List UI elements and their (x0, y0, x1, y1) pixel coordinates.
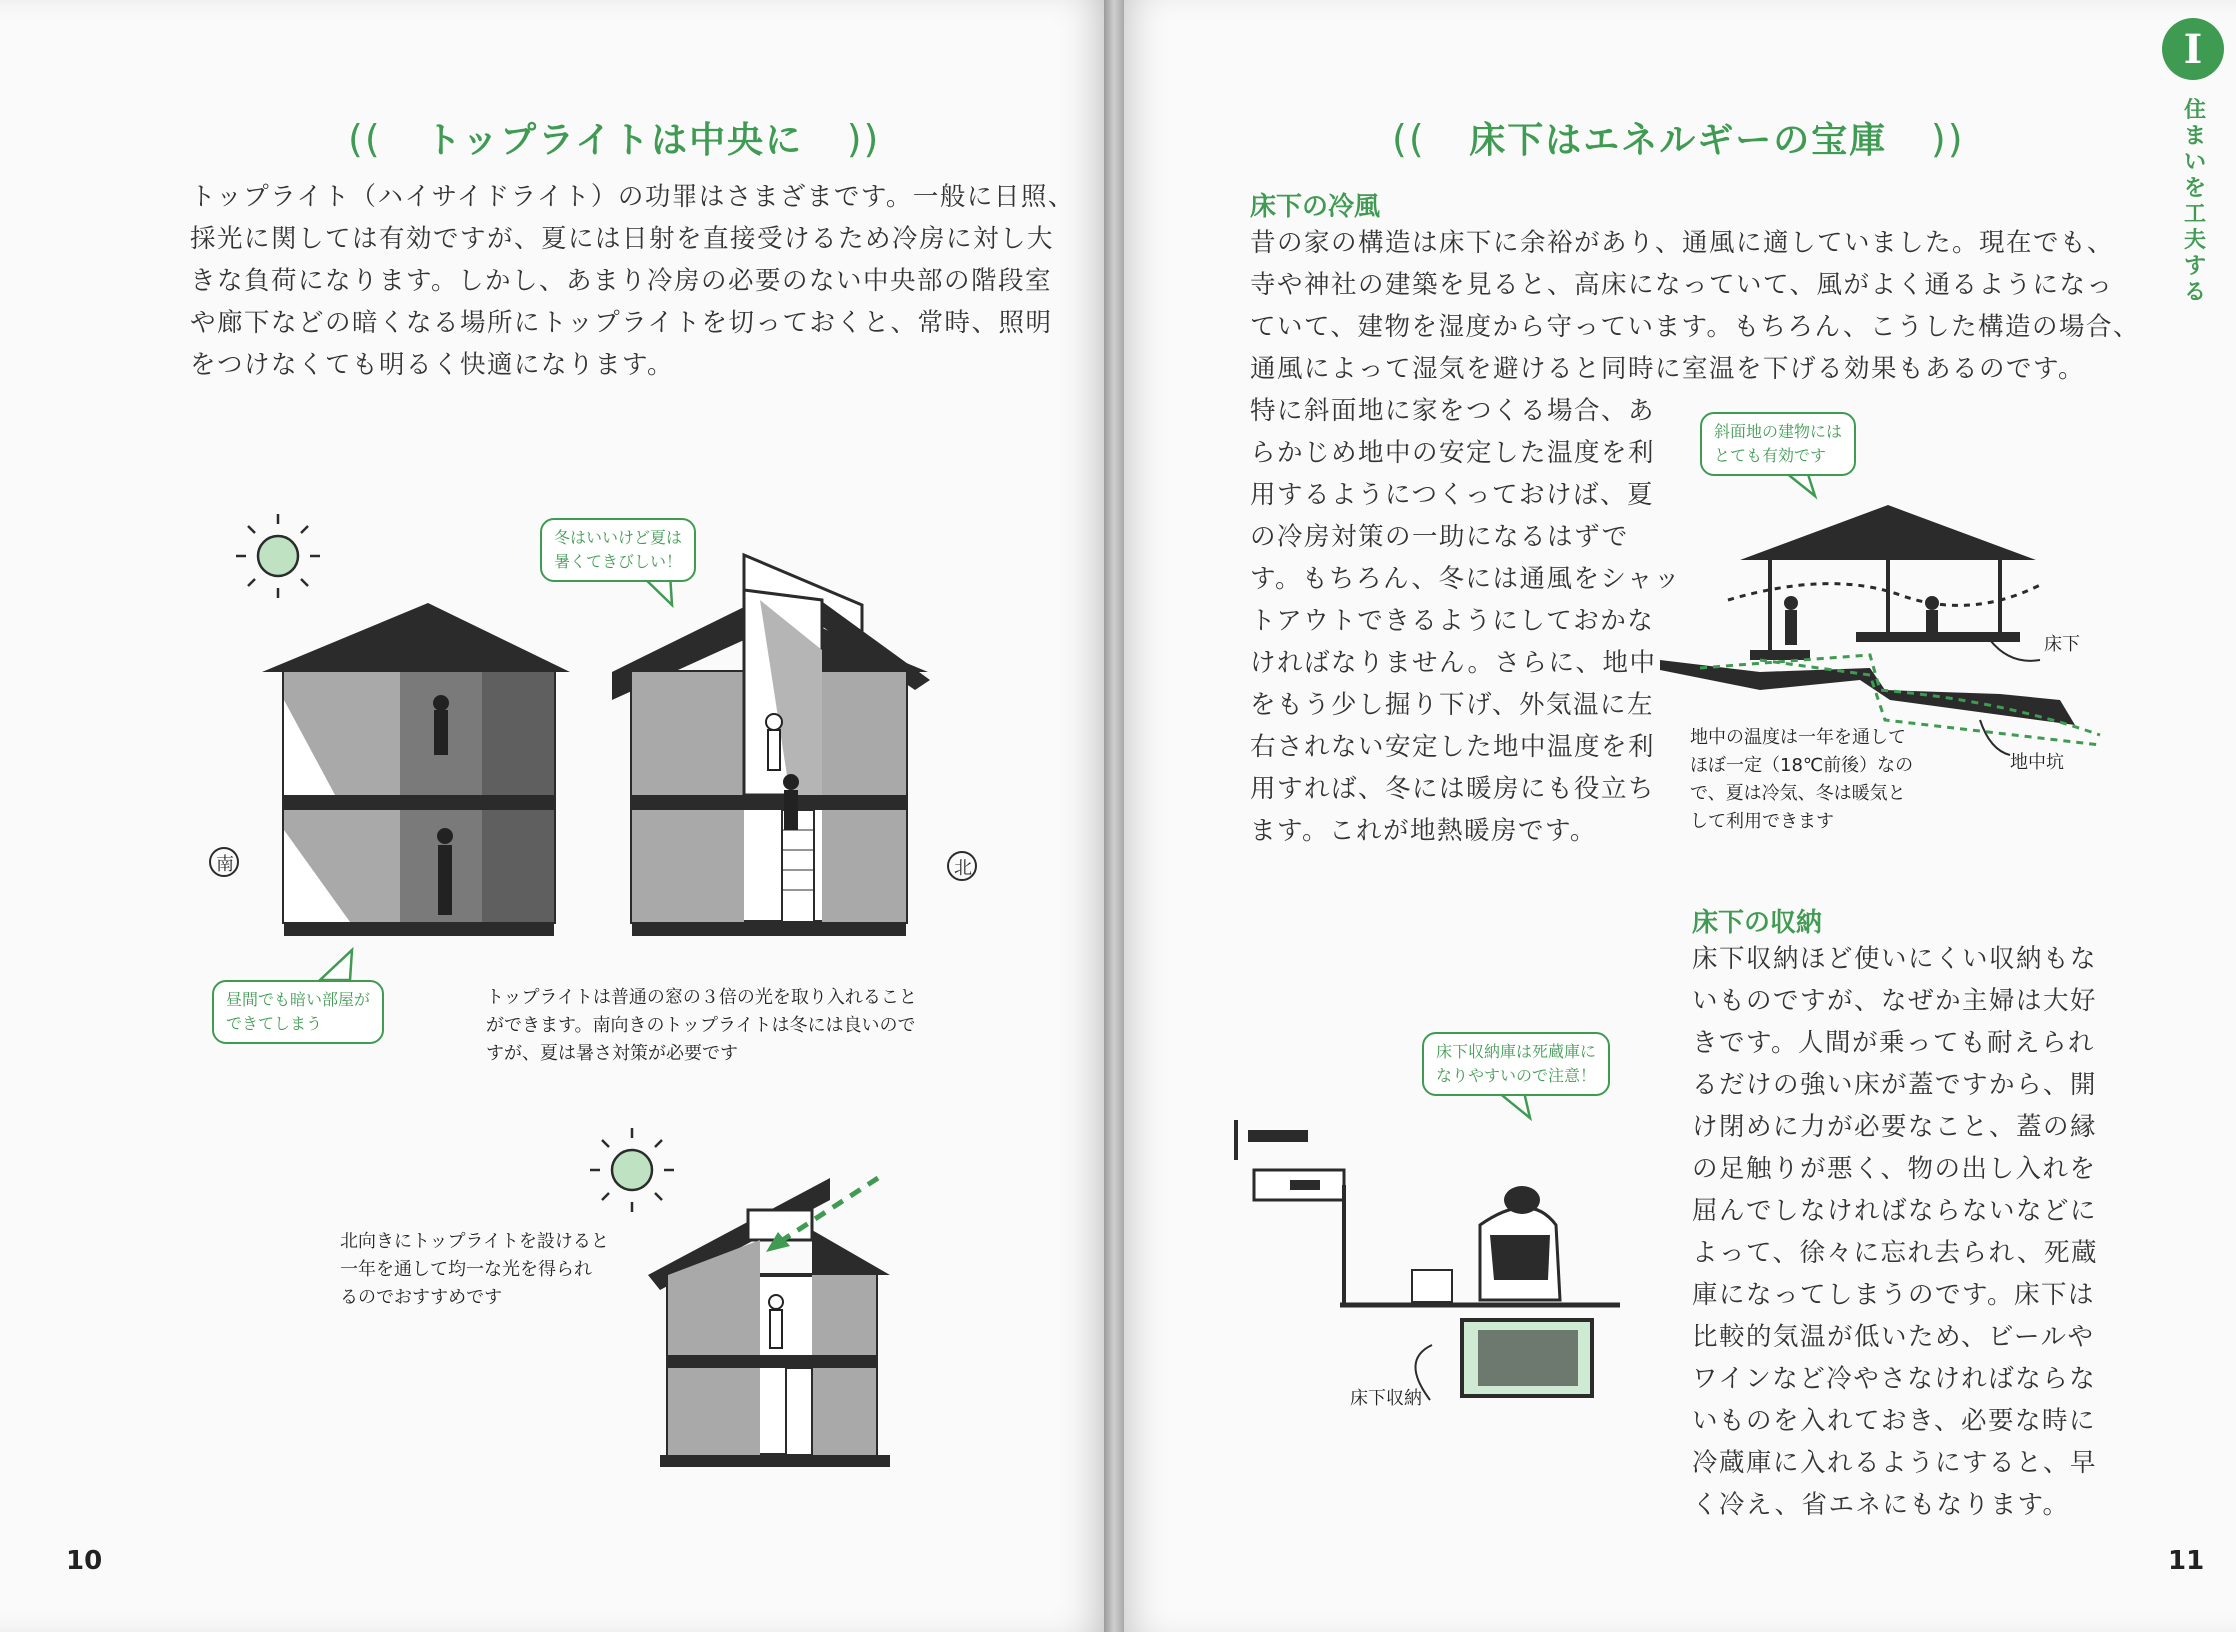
slope-house-drawing (1660, 505, 2100, 755)
section1-paragraph: 昔の家の構造は床下に余裕があり、通風に適していました。現在でも、 寺や神社の建築を見ると、高床になっていて、風がよく通るようになっ ていて、建物を湿度から守っています。もちろん、こうした構造の場合、 通風によって湿気を避けると同時に室温を下げる効果もあるのです。 (1250, 228, 2140, 384)
section2-paragraph: 床下収納ほど使いにくい収納もな いものですが、なぜか主婦は大好 きです。人間が乗っても耐えられ るだけの強い床が蓋ですから、開 け閉めに力が必要なこと、蓋の縁 の足触りが悪く、物の出し入れを 屈んでしなければならないなどに よって、徐々に忘れ去られ、死蔵 庫になってしまうのです。床下は 比較的気温が低いため、ビールや ワインなど冷やさなければならな いものを入れておき、必要な時に 冷蔵庫に入れるようにすると、早 く冷え、省エネにもなります。 (1692, 944, 2099, 1520)
section1-narrow-paragraph: 特に斜面地に家をつくる場合、あ らかじめ地中の安定した温度を利 用するようにつくっておけば、夏 の冷房対策の一助になるはずで す。もちろん、冬には通風をシャッ トアウトできるようにしておかな ければなりません。さらに、地中 をもう少し掘り下げ、外気温に左 右されない安定した地中温度を利 用すれば、冬には暖房にも役立ち ます。これが地熱暖房です。 (1250, 396, 1681, 846)
left-paragraph: トップライト（ハイサイドライト）の功罪はさまざまです。一般に日照、 採光に関しては有効ですが、夏には日射を直接受けるため冷房に対し大 きな負荷になります。しかし、あまり冷房の必要のない中央部の階段室 や廊下などの暗くなる場所にトップライトを切っておくと、常時、照明 をつけなくても明るく快適になります。 (190, 182, 1075, 380)
label-floor-storage: 床下収納 (1350, 1388, 1422, 1409)
label-underfloor: 床下 (2044, 634, 2080, 655)
floor-storage-drawing (1236, 1120, 1620, 1400)
speech-bubble-slope: 斜面地の建物には とても有効です (1700, 412, 1856, 476)
section-heading-storage: 床下の収納 (1692, 908, 1823, 938)
section-heading-cool-air: 床下の冷風 (1250, 192, 1381, 222)
page-number-left: 10 (66, 1546, 103, 1576)
caption-north-toplight: 北向きにトップライトを設けると 一年を通して均一な光を得られ るのでおすすめです (340, 1231, 609, 1308)
chapter-tab: I (2162, 18, 2224, 80)
speech-bubble-summer: 冬はいいけど夏は 暑くてきびしい！ (540, 518, 696, 582)
speech-bubble-storage: 床下収納庫は死蔵庫に なりやすいので注意！ (1422, 1032, 1610, 1096)
caption-south-toplight: トップライトは普通の窓の３倍の光を取り入れること ができます。南向きのトップライトは冬には良いので すが、夏は暑さ対策が必要です (486, 987, 917, 1064)
page-number-right: 11 (2168, 1546, 2205, 1576)
left-title: (( トップライトは中央に )) (348, 117, 881, 161)
south-marker: 南 (216, 854, 234, 875)
north-marker: 北 (954, 858, 972, 879)
label-underground-pit: 地中坑 (2010, 752, 2064, 773)
caption-ground-temperature: 地中の温度は一年を通して ほぼ一定（18℃前後）なの で、夏は冷気、冬は暖気と して利用できます (1690, 727, 1914, 832)
chapter-title-vertical: 住 ま い を 工 夫 す る (2183, 98, 2206, 305)
right-title: (( 床下はエネルギーの宝庫 )) (1392, 117, 1965, 161)
speech-bubble-dark-room: 昼間でも暗い部屋が できてしまう (212, 980, 384, 1044)
